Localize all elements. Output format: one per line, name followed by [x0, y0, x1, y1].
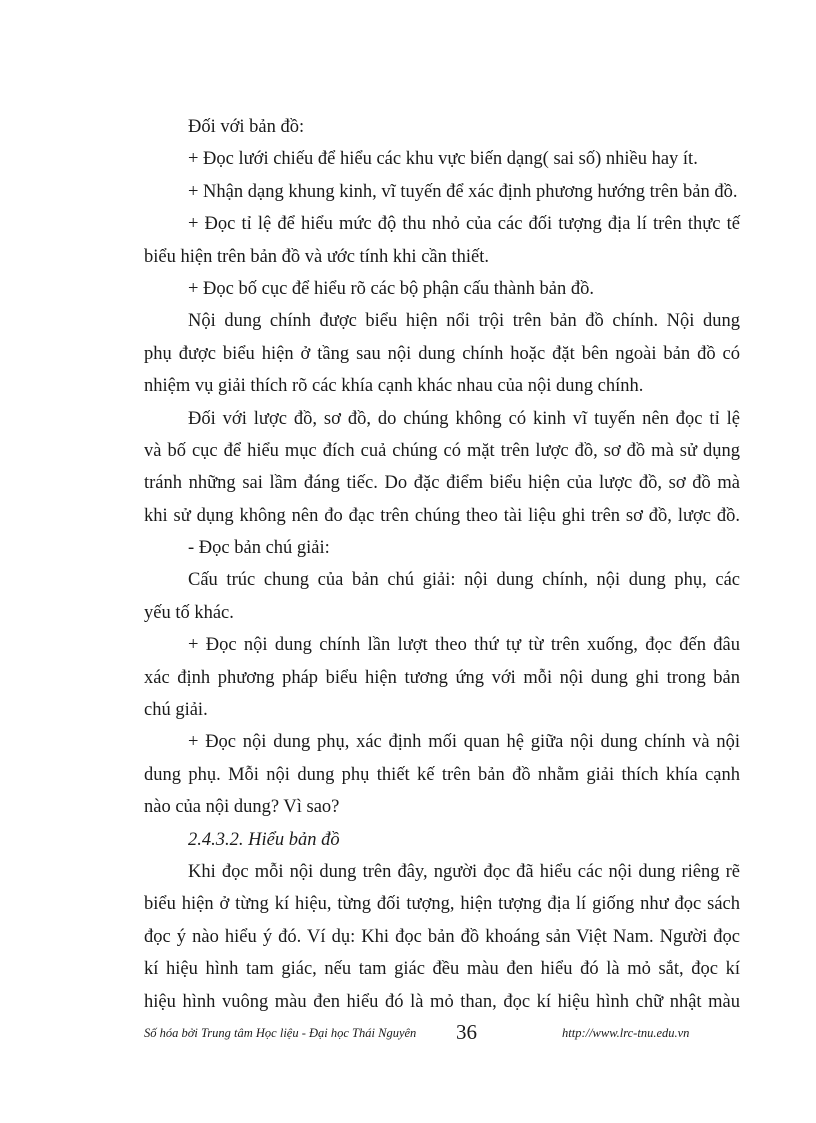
- text-line: Nội dung chính được biểu hiện nổi trội trên bản đồ chính. Nội dung: [188, 311, 740, 332]
- page-number: 36: [456, 1020, 477, 1044]
- text-line: và bố cục để hiểu mục đích cuả chúng có mặt trên lược đồ, sơ đồ mà sử dụng: [144, 440, 740, 461]
- text-line: biểu hiện trên bản đồ và ước tính khi cần thiết.: [144, 246, 490, 267]
- text-line: đọc ý nào hiểu ý đó. Ví dụ: Khi đọc bản đồ khoáng sản Việt Nam. Người đọc: [144, 926, 740, 947]
- text-line: + Đọc bố cục để hiểu rõ các bộ phận cấu thành bản đồ.: [188, 278, 594, 299]
- text-line: yếu tố khác.: [144, 602, 234, 623]
- text-line: biểu hiện ở từng kí hiệu, từng đối tượng, hiện tượng địa lí giống như đọc sách: [144, 894, 740, 915]
- text-line: Cấu trúc chung của bản chú giải: nội dung chính, nội dung phụ, các: [188, 570, 740, 591]
- text-line: phụ được biểu hiện ở tầng sau nội dung chính hoặc đặt bên ngoài bản đồ có: [144, 343, 740, 364]
- text-line: - Đọc bản chú giải:: [188, 538, 330, 559]
- text-line: nào của nội dung? Vì sao?: [144, 797, 340, 818]
- body-text: [144, 111, 740, 1018]
- text-line: chú giải.: [144, 700, 208, 721]
- text-line: kí hiệu hình tam giác, nếu tam giác đều màu đen hiểu đó là mỏ sắt, đọc kí: [144, 959, 740, 980]
- text-line: tránh những sai lầm đáng tiếc. Do đặc điểm biểu hiện của lược đồ, sơ đồ mà: [144, 473, 740, 494]
- text-line: + Đọc tỉ lệ để hiểu mức độ thu nhỏ của các đối tượng địa lí trên thực tế: [188, 214, 740, 235]
- text-line: hiệu hình vuông màu đen hiểu đó là mỏ than, đọc kí hiệu hình chữ nhật màu: [144, 991, 740, 1012]
- text-line: dung phụ. Mỗi nội dung phụ thiết kế trên bản đồ nhằm giải thích khía cạnh: [144, 764, 740, 785]
- text-line: + Đọc nội dung phụ, xác định mối quan hệ giữa nội dung chính và nội: [188, 732, 740, 753]
- footer-source: Số hóa bởi Trung tâm Học liệu - Đại học Thái Nguyên: [144, 1026, 417, 1040]
- text-line: nhiệm vụ giải thích rõ các khía cạnh khác nhau của nội dung chính.: [144, 376, 644, 397]
- text-line: + Đọc nội dung chính lần lượt theo thứ tự từ trên xuống, đọc đến đâu: [188, 635, 740, 656]
- text-line: Đối với lược đồ, sơ đồ, do chúng không có kinh vĩ tuyến nên đọc tỉ lệ: [188, 408, 740, 429]
- footer-url: http://www.lrc-tnu.edu.vn: [562, 1026, 690, 1040]
- text-line: xác định phương pháp biểu hiện tương ứng với mỗi nội dung ghi trong bản: [144, 667, 740, 688]
- text-line: + Đọc lưới chiếu để hiểu các khu vực biến dạng( sai số) nhiều hay ít.: [188, 149, 698, 170]
- text-line: khi sử dụng không nên đo đạc trên chúng theo tài liệu ghi trên sơ đồ, lược đồ.: [144, 505, 740, 526]
- section-heading: 2.4.3.2. Hiểu bản đồ: [188, 829, 340, 850]
- page-footer: [144, 1020, 740, 1050]
- text-line: Khi đọc mỗi nội dung trên đây, người đọc đã hiểu các nội dung riêng rẽ: [188, 861, 740, 882]
- text-line: + Nhận dạng khung kinh, vĩ tuyến để xác định phương hướng trên bản đồ.: [188, 181, 738, 202]
- text-line: Đối với bản đồ:: [188, 117, 305, 137]
